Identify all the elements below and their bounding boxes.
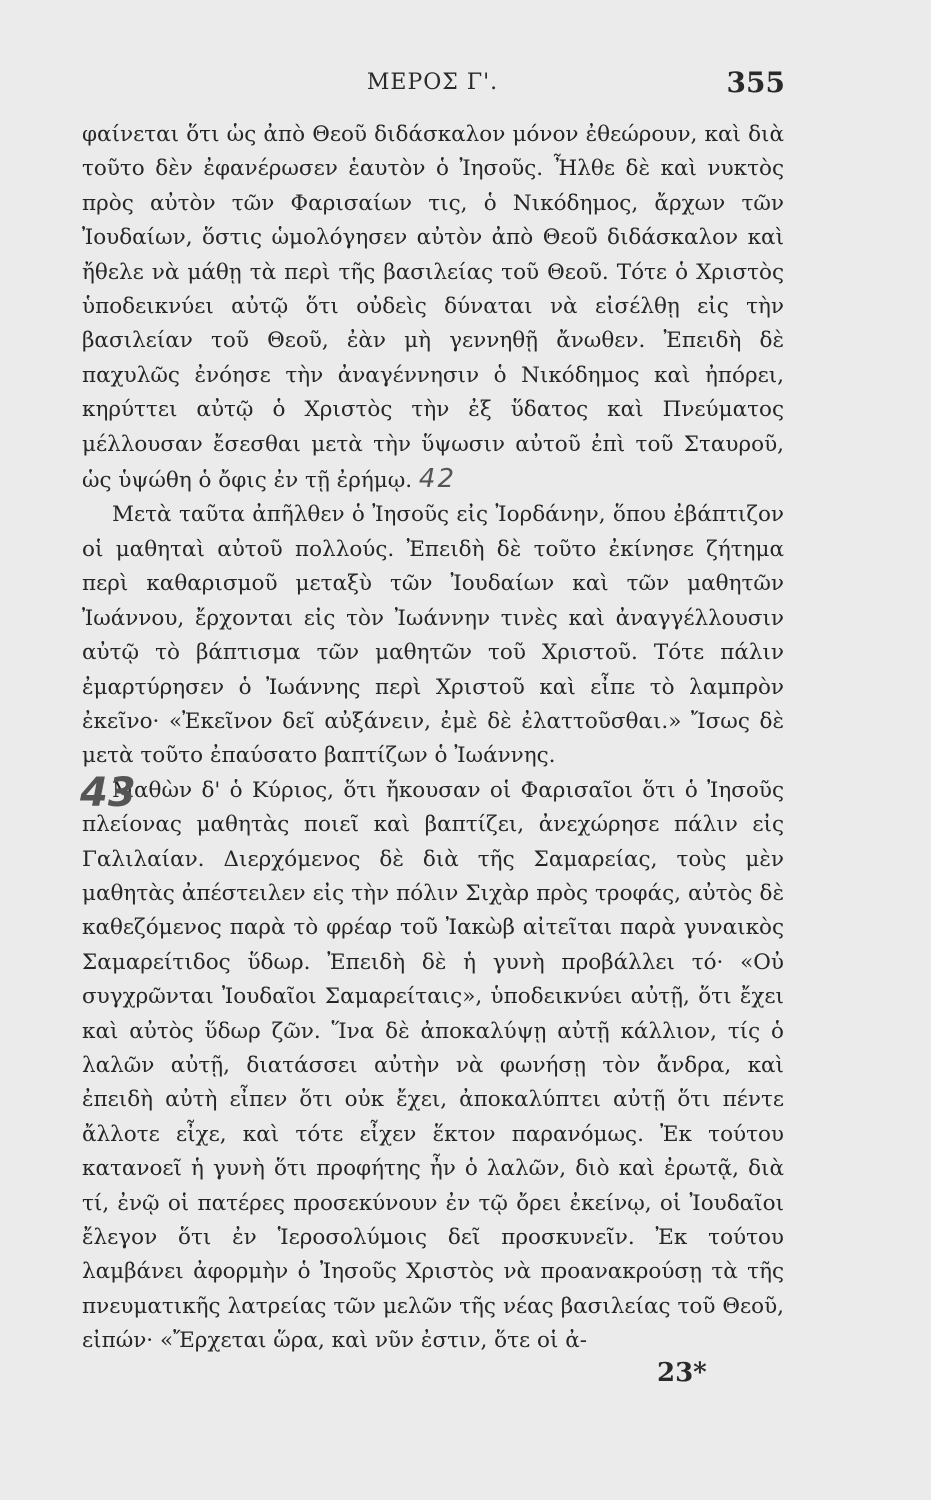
- handwritten-margin-note: 43: [80, 770, 136, 816]
- signature-mark: 23*: [657, 1358, 707, 1388]
- body-text: [82, 118, 784, 1359]
- paragraph-jordan: [82, 498, 784, 773]
- running-head: ΜΕΡΟΣ Γ'.: [366, 70, 499, 95]
- page-number: 355: [726, 66, 785, 99]
- paragraph-text: Μετὰ ταῦτα ἀπῆλθεν ὁ Ἰησοῦς εἰς Ἰορδάνην, ὅπου ἐβάπτιζον οἱ μαθηταὶ αὐτοῦ πολλούς. Ἐπειδὴ δὲ τοῦτο ἐκίνησε ζήτημα περὶ καθαρισμοῦ μεταξὺ τῶν Ἰουδαίων καὶ τῶν μαθητῶν Ἰωάννου, ἔρχονται εἰς τὸν Ἰωάννην τινὲς καὶ ἀναγγέλλουσιν αὐτῷ τὸ βάπτισμα τῶν μαθητῶν τοῦ Χριστοῦ. Τότε πάλιν ἐμαρτύρησεν ὁ Ἰωάννης περὶ Χριστοῦ καὶ εἶπε τὸ λαμπρὸν ἐκεῖνο· «Ἐκεῖνον δεῖ αὐξάνειν, ἐμὲ δὲ ἐλαττοῦσθαι.» Ἴσως δὲ μετὰ τοῦτο ἐπαύσατο βαπτίζων ὁ Ἰωάννης.: [82, 502, 784, 769]
- paragraph-nicodemus: [82, 118, 784, 498]
- handwritten-annotation: 42: [418, 464, 456, 495]
- paragraph-text: Μαθὼν δ' ὁ Κύριος, ὅτι ἤκουσαν οἱ Φαρισαῖοι ὅτι ὁ Ἰησοῦς πλείονας μαθητὰς ποιεῖ καὶ βαπτίζει, ἀνεχώρησε πάλιν εἰς Γαλιλαίαν. Διερχόμενος δὲ διὰ τῆς Σαμαρείας, τοὺς μὲν μαθητὰς ἀπέστειλεν εἰς τὴν πόλιν Σιχὰρ πρὸς τροφάς, αὐτὸς δὲ καθεζόμενος παρὰ τὸ φρέαρ τοῦ Ἰακὼβ αἰτεῖται παρὰ γυναικὸς Σαμαρείτιδος ὕδωρ. Ἐπειδὴ δὲ ἡ γυνὴ προβάλλει τό· «Οὐ συγχρῶνται Ἰουδαῖοι Σαμαρείταις», ὑποδεικνύει αὐτῇ, ὅτι ἔχει καὶ αὐτὸς ὕδωρ ζῶν. Ἵνα δὲ ἀποκαλύψῃ αὐτῇ κάλλιον, τίς ὁ λαλῶν αὐτῇ, διατάσσει αὐτὴν νὰ φωνήσῃ τὸν ἄνδρα, καὶ ἐπειδὴ αὐτὴ εἶπεν ὅτι οὐκ ἔχει, ἀποκαλύπτει αὐτῇ ὅτι πέντε ἄλλοτε εἶχε, καὶ τότε εἶχεν ἕκτον παρανόμως. Ἐκ τούτου κατανοεῖ ἡ γυνὴ ὅτι προφήτης ἦν ὁ λαλῶν, διὸ καὶ ἐρωτᾷ, διὰ τί, ἐνῷ οἱ πατέρες προσεκύνουν ἐν τῷ ὄρει ἐκείνῳ, οἱ Ἰουδαῖοι ἔλεγον ὅτι ἐν Ἱεροσολύμοις δεῖ προσκυνεῖν. Ἐκ τούτου λαμβάνει ἀφορμὴν ὁ Ἰησοῦς Χριστὸς νὰ προανακρούσῃ τὰ τῆς πνευματικῆς λατρείας τῶν μελῶν τῆς νέας βασιλείας τοῦ Θεοῦ, εἰπών· «Ἔρχεται ὥρα, καὶ νῦν ἐστιν, ὅτε οἱ ἀ-: [82, 777, 784, 1354]
- page-header: [80, 66, 785, 110]
- paragraph-text: φαίνεται ὅτι ὡς ἀπὸ Θεοῦ διδάσκαλον μόνον ἐθεώρουν, καὶ διὰ τοῦτο δὲν ἐφανέρωσεν ἑαυτὸν ὁ Ἰησοῦς. Ἦλθε δὲ καὶ νυκτὸς πρὸς αὐτὸν τῶν Φαρισαίων τις, ὁ Νικόδημος, ἄρχων τῶν Ἰουδαίων, ὅστις ὡμολόγησεν αὐτὸν ἀπὸ Θεοῦ διδάσκαλον καὶ ἤθελε νὰ μάθῃ τὰ περὶ τῆς βασιλείας τοῦ Θεοῦ. Τότε ὁ Χριστὸς ὑποδεικνύει αὐτῷ ὅτι οὐδεὶς δύναται νὰ εἰσέλθῃ εἰς τὴν βασιλείαν τοῦ Θεοῦ, ἐὰν μὴ γεννηθῇ ἄνωθεν. Ἐπειδὴ δὲ παχυλῶς ἐνόησε τὴν ἀναγέννησιν ὁ Νικόδημος καὶ ἠπόρει, κηρύττει αὐτῷ ὁ Χριστὸς τὴν ἐξ ὕδατος καὶ Πνεύματος μέλλουσαν ἔσεσθαι μετὰ τὴν ὕψωσιν αὐτοῦ ἐπὶ τοῦ Σταυροῦ, ὡς ὑψώθη ὁ ὄφις ἐν τῇ ἐρήμῳ.: [82, 122, 784, 494]
- paragraph-samaria: [82, 774, 784, 1359]
